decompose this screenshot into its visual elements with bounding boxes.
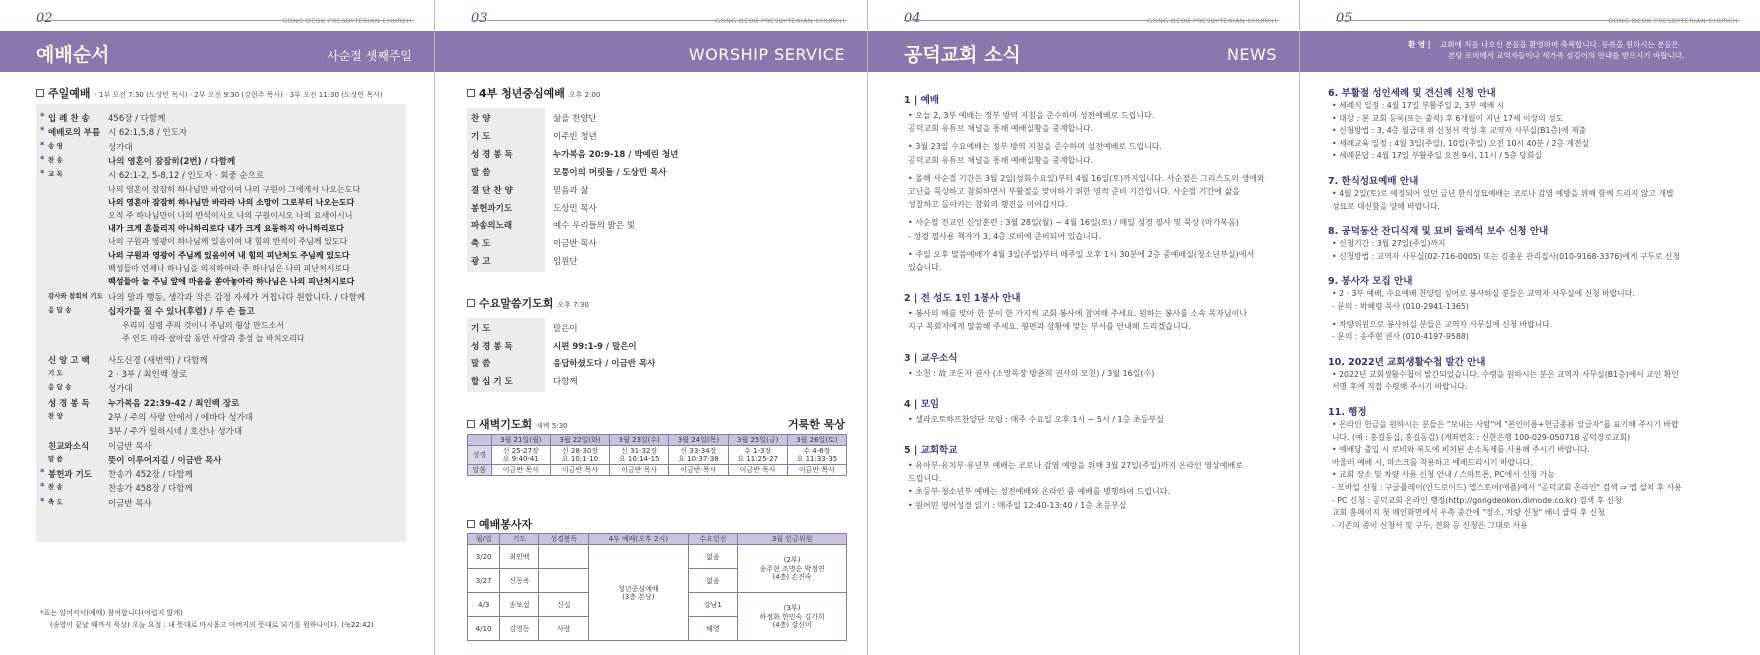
table-header-corner	[468, 435, 492, 446]
order-label: 성 경 봉 독	[471, 341, 513, 352]
order-value: 456장 / 다함께	[108, 114, 166, 124]
news-line: • 사순절 전교인 신앙훈련 : 3월 28일(월) ~ 4월 16일(토) / 매일 성경 필사 및 묵상 (마가복음)	[908, 218, 1239, 228]
table-cell: 최인백	[500, 545, 539, 569]
page-04	[868, 0, 1300, 655]
table-header: 수요헌신	[688, 534, 738, 545]
order-label: 응 답 송	[48, 306, 72, 315]
news-line: • 유아부·유치부·유년부 예배는 코로나 감염 예방을 위해 3월 27일(주일)까지 온라인 영상예배로	[908, 461, 1243, 470]
reading-line: 나의 구원과 영광이 하나님께 있음이여 내 힘의 반석이 주님께 있도다	[108, 237, 348, 247]
order-label: 기 도	[471, 131, 491, 142]
news-heading: 8. 공덕동산 잔디식재 및 묘비 둘레석 보수 신청 안내	[1328, 226, 1549, 238]
reading-line: 나의 영혼아 잠잠히 하나님만 바라라 나의 소망이 그로부터 나오는도다	[108, 197, 355, 207]
star-marker: *	[40, 482, 45, 493]
order-value: 2 · 3부 / 최인백 장로	[108, 370, 188, 380]
table-header: 3월 21일(월)	[491, 435, 550, 446]
order-label: 예배로의 부름	[48, 128, 101, 139]
response-line: 주 인도 따라 살아갈 동안 사랑과 충성 늘 바치오리다	[122, 333, 305, 343]
news-line: 있습니다.	[908, 263, 942, 272]
order-label: 찬 양	[48, 411, 63, 420]
news-line: • 오늘 2, 3부 예배는 정부 방역 지침을 준수하며 성전예배로 드립니다.	[908, 111, 1155, 120]
cell-line: 송주현 조명순 박정연	[759, 564, 825, 573]
order-value: 시편 99:1-9 / 말은이	[553, 341, 637, 352]
row-label: 말씀	[468, 465, 492, 476]
news-line: • 소천 : 故 조돈자 권사 (소망목장 방춘희 권사의 모친) / 3월 16일(수)	[908, 368, 1155, 378]
page-number: 05	[1336, 11, 1353, 26]
news-line: 공덕교회 유튜브 채널을 통해 예배실황을 중계합니다.	[908, 155, 1094, 165]
welcome-label: 환 영 |	[1408, 40, 1431, 49]
order-label: 축 도	[48, 497, 63, 506]
order-label: 송 영	[48, 141, 63, 150]
header-band	[868, 31, 1299, 72]
section-title: 수요말씀기도회 오후 7:30	[467, 295, 589, 311]
church-name: GONG DEOK PRESBYTERIAN CHURCH	[1608, 17, 1738, 25]
order-value: 응답하셨도다 / 이금반 목사	[553, 359, 656, 369]
news-line: • 초등부·청소년부 예배는 성전예배와 온라인 줌 예배를 병행하여 드립니다.	[908, 487, 1170, 497]
news-heading: 10. 2022년 교회생활수첩 발간 안내	[1328, 356, 1486, 368]
order-label: 봉헌과 기도	[48, 470, 93, 481]
table-cell	[728, 446, 787, 465]
row-label: 성경	[468, 446, 492, 465]
welcome-text: 교회에 처음 나오신 분들을 환영하며 축복합니다. 등록을 원하시는 분들은 본당 로비에서 교역자들이나 새가족 섬김이의 안내를 받으시기 바랍니다.	[1440, 40, 1685, 60]
table-header: 3월 24일(목)	[669, 435, 728, 446]
news-line: 교회 홈페이지 첫 메인화면에서 우측 중간에 "장소, 차량 신청" 배너 클릭 후 신청	[1332, 508, 1605, 518]
cell-line: 수 4-6장	[803, 447, 831, 456]
star-marker: *	[40, 468, 45, 479]
page-number: 04	[904, 11, 921, 26]
cell-line: 요 10:1-10	[561, 455, 599, 464]
table-header: 3월 헌금위원	[738, 534, 847, 545]
table-cell: 4/10	[468, 617, 500, 641]
order-label: 축 도	[471, 239, 491, 250]
order-label: 말 씀	[471, 167, 491, 178]
cell-line: 요 11:33-35	[796, 455, 838, 464]
news-heading: 7. 한식성묘예배 안내	[1328, 176, 1419, 187]
cell-line: 요 9:40-41	[502, 455, 539, 464]
order-value: 성가대	[108, 384, 133, 395]
dawn-table	[467, 434, 847, 476]
table-cell: 이금반 목사	[669, 465, 728, 476]
footnote: *표는 일어서서(예배) 참여합니다(어렵지 않게)	[40, 609, 183, 617]
order-value: 성가대	[108, 142, 133, 153]
dawn-subtitle: 거룩한 묵상	[788, 418, 845, 431]
order-label: 입 례 찬 송	[48, 114, 90, 124]
cell-line: 신 31-32장	[621, 447, 658, 456]
table-cell: 신동옥	[500, 569, 539, 593]
table-header: 3월 26일(토)	[787, 435, 846, 446]
table-cell: 이금반 목사	[787, 465, 846, 476]
order-value: 사도신경 (새번역) / 다함께	[108, 355, 208, 366]
news-line: • 교회 장소 및 차량 사용 신청 안내 / 스마트폰, PC에서 신청 가능	[1332, 470, 1555, 480]
page-05	[1300, 0, 1760, 655]
news-line: 성묘로 대신함을 양해 바랍니다.	[1332, 201, 1440, 211]
cell-line: 요 10:37-38	[678, 455, 719, 464]
cell-line: 청년중심예배	[618, 584, 659, 593]
table-cell	[491, 446, 550, 465]
news-line: • 주일 오후 말씀예배가 4월 3일(주일)부터 매주일 오후 1시 30분에 2층 중예배실(청소년부실)에서	[908, 249, 1255, 259]
star-marker: *	[40, 140, 45, 151]
table-cell	[539, 545, 589, 569]
order-value: 모퉁이의 머릿돌 / 도상민 목사	[553, 167, 667, 178]
reading-line: 나의 구원과 영광이 주님께 있음이여 내 힘의 피난처도 주님께 있도다	[108, 250, 350, 260]
news-line: • 차량위원으로 봉사하실 분들은 교역자 사무실에 신청 바랍니다.	[1332, 319, 1553, 329]
reading-line: 내가 크게 흔들리지 아니하리로다 내가 크게 요동하지 아니하리로다	[108, 224, 344, 234]
news-heading: 11. 행정	[1328, 407, 1367, 418]
cell-line: (2부)	[783, 556, 801, 565]
news-heading: 5 | 교회학교	[904, 445, 958, 456]
table-cell	[589, 545, 689, 641]
news-line: 드립니다.	[908, 474, 942, 484]
order-value: 이금반 목사	[108, 441, 152, 452]
page-title: 공덕교회 소식	[904, 44, 1021, 66]
news-line: 니다. (예 : 홍길동십, 홍길동감) (계좌번호 : 신한은행 100-029-050718 공덕장로교회)	[1332, 432, 1631, 442]
order-value: 말은이	[553, 324, 578, 334]
order-value: 임원단	[553, 257, 578, 268]
order-label: 찬 양	[471, 114, 491, 124]
table-cell	[550, 446, 609, 465]
order-value: 삶을 찬양단	[553, 114, 597, 124]
band-title: NEWS	[1226, 45, 1277, 64]
header-band	[0, 31, 434, 72]
table-cell: 3/27	[468, 569, 500, 593]
news-line: • 세례식 일정 : 4월 17일 부활주일 2, 3부 예배 시	[1332, 101, 1505, 110]
table-cell: 이금반 목사	[610, 465, 669, 476]
response-line: 우리의 심령 주의 것이니 주님의 형상 만드소서	[122, 320, 285, 330]
news-line: • 세례문답 : 4월 17일 부활주일 오전 9시, 11시 / 5층 당회실	[1332, 151, 1542, 161]
order-value: 십자가를 질 수 있나(후렴) / 두 손 들고	[108, 307, 255, 318]
star-marker: *	[40, 126, 45, 137]
news-line: • 3월 23일 수요예배는 정부 방역 지침을 준수하며 성전예배로 드립니다.	[908, 142, 1163, 152]
order-label: 기 도	[471, 324, 491, 334]
page-title: 예배순서	[36, 44, 110, 66]
table-header: 3월 23일(수)	[610, 435, 669, 446]
news-line: • 원어민 영어성경 읽기 : 매주일 12:40-13:40 / 1층 초등부실	[908, 500, 1127, 510]
cell-line: (3부)	[783, 604, 801, 613]
news-line: 서명 후에 직접 수령해 주시기 바랍니다.	[1332, 382, 1468, 392]
table-cell: 해영	[688, 617, 738, 641]
band-title: WORSHIP SERVICE	[688, 45, 845, 64]
news-heading: 9. 봉사자 모집 안내	[1328, 276, 1413, 288]
order-label: 신 앙 고 백	[48, 355, 90, 366]
order-label: 응 답 송	[48, 383, 72, 392]
cell-line: 신 33-34장	[680, 447, 717, 456]
news-line: • 예배당 출입 시 로비와 복도에 비치된 손소독제를 사용해 주시기 바랍니다.	[1332, 445, 1590, 455]
table-header: 3월 22일(화)	[550, 435, 609, 446]
cell-line: 요 10:14-15	[618, 455, 660, 464]
order-label: 성 경 봉 독	[48, 398, 90, 409]
order-value: 2부 / 주의 사랑 안에서 / 에바다 성가대	[108, 412, 254, 423]
cell-line: (4층) 손진숙	[772, 572, 812, 581]
page-03	[435, 0, 868, 655]
order-value: 이주빈 청년	[553, 131, 597, 142]
table-cell	[669, 446, 728, 465]
order-label: 파송의노래	[471, 221, 513, 232]
page-02	[0, 0, 435, 655]
cell-line: 요 11:25-27	[737, 455, 778, 464]
news-heading: 4 | 모임	[904, 398, 940, 410]
cell-line: 수 1-3장	[744, 447, 772, 456]
table-cell	[539, 569, 589, 593]
table-cell: 이금반 목사	[550, 465, 609, 476]
order-label: 말 씀	[471, 359, 491, 369]
section-title: 주일예배 · 1부 오전 7:30 (도상민 목사) · 2부 오전 9:30 (강현주 목사) · 3부 오전 11:30 (도상민 목사)	[36, 85, 383, 101]
star-marker: *	[40, 169, 45, 180]
table-cell: 김영동	[500, 617, 539, 641]
news-line: 아울러 예배 시, 마스크를 착용하고 예배드리시기 바랍니다.	[1332, 457, 1533, 467]
order-value: 시 62:1,5,8 / 인도자	[108, 128, 188, 139]
page-number: 02	[36, 11, 53, 26]
news-line: - 기존의 종이 신청서 및 구두, 전화 등 신청은 그대로 사용	[1332, 520, 1528, 530]
order-label: 광 고	[471, 257, 491, 268]
order-label: 합 심 기 도	[471, 376, 513, 387]
order-label: 친교와소식	[48, 441, 90, 452]
church-name: GONG DEOK PRESBYTERIAN CHURCH	[282, 17, 412, 25]
order-value: 3부 / 주가 일하시네 / 호산나 성가대	[108, 427, 243, 438]
table-cell	[787, 446, 846, 465]
news-line: • 신청방법 : 3, 4층 월급대 위 신청서 작성 후 교역자 사무실(B1층)에 제출	[1332, 126, 1587, 136]
news-line: - PC 신청 : 공덕교회 온라인 행정(http://gongdeokon.dimode.co.kr) 검색 후 신청	[1332, 495, 1622, 505]
order-label: 결 단 찬 양	[471, 185, 513, 196]
news-line: • 신청방법 : 교역자 사무실(02-716-0005) 또는 김종운 관리집사(010-9168-3376)에게 구두로 신청	[1332, 251, 1680, 261]
reading-line: 나의 영혼이 잠잠히 하나님만 바람이여 나의 구원이 그에게서 나오는도다	[108, 184, 361, 194]
order-value: 이금반 목사	[108, 498, 152, 509]
order-value: 나의 말과 행동, 생각과 작은 감정 자세가 거칩니다 원합니다. / 다함께	[108, 293, 365, 304]
table-cell: 없음	[688, 545, 738, 569]
volunteer-table	[467, 533, 847, 641]
news-line: 지구 목회자에게 말씀해 주세요. 형편과 상황에 맞는 부서를 안내해 드리겠습니다.	[908, 322, 1191, 332]
news-line: • 셀라오토하프찬양단 모임 : 매주 수요일 오후 1시 ~ 5시 / 1층 초등부실	[908, 414, 1164, 424]
news-line: - 문의 : 박혜령 목사 (010-2941-1365)	[1332, 302, 1469, 311]
cell-line: (3층 본당)	[622, 592, 655, 601]
reading-line: 오직 주 하나님만이 나의 반석이시오 나의 구원이시오 나의 요새이시니	[108, 210, 353, 220]
news-heading: 3 | 교우소식	[904, 352, 958, 364]
cell-line: 신 28-30장	[561, 447, 599, 456]
order-label: 성 경 봉 독	[471, 149, 513, 160]
order-label: 기 도	[48, 369, 63, 377]
page-number: 03	[471, 11, 488, 26]
news-heading: 6. 부활절 성인세례 및 견신례 신청 안내	[1328, 88, 1496, 99]
order-value: 예수 우리들의 밝은 빛	[553, 221, 636, 232]
church-name: GONG DEOK PRESBYTERIAN CHURCH	[715, 17, 845, 25]
section-title: 4부 청년중심예배 오후 2:00	[467, 85, 600, 101]
order-label: 말 씀	[48, 454, 63, 463]
order-value: 누가복음 20:9-18 / 박예린 청년	[553, 149, 679, 160]
table-header: 3월 25일(금)	[728, 435, 787, 446]
table-cell: 4/3	[468, 593, 500, 617]
news-heading: 1 | 예배	[904, 95, 940, 106]
section-title: 예배봉사자	[467, 516, 532, 532]
news-line: • 대상 : 본 교회 등록(또는 출석) 후 6개월이 지난 17세 이상의 성도	[1332, 113, 1564, 123]
church-name: GONG DEOK PRESBYTERIAN CHURCH	[1147, 17, 1277, 25]
order-value: 다함께	[553, 376, 578, 387]
table-header: 4부 예배(오후 2시)	[589, 534, 689, 545]
table-cell: 이금반 목사	[728, 465, 787, 476]
star-marker: *	[40, 154, 45, 165]
table-cell	[610, 446, 669, 465]
reading-line: 백성들아 언제나 하나님을 의지하여라 주 하나님은 나의 피난처시로다	[108, 263, 350, 273]
reading-line: 백성들아 늘 주님 앞에 마음을 쏟아놓아라 하나님은 나의 피난처시로다	[108, 276, 355, 286]
table-header: 성경봉독	[539, 534, 589, 545]
order-label: 찬 송	[48, 155, 63, 164]
table-cell: 송보섭	[500, 593, 539, 617]
news-line: • 봉사의 해를 맞아 한 분이 한 가지씩 교회 봉사에 참여해 주세요. 원하는 봉사를 소속 목자님이나	[908, 309, 1248, 319]
table-cell: 없음	[688, 569, 738, 593]
page-subtitle: 사순절 셋째주일	[327, 49, 412, 63]
order-label: 찬 송	[48, 483, 63, 492]
news-line: • 2 · 3부 예배, 수요예배 찬양팀 싱어로 봉사하실 분들은 교역자 사무실에 신청 바랍니다.	[1332, 289, 1635, 299]
cell-line: (4층) 강신미	[772, 620, 812, 629]
news-line: 성찰하고 돌이키는 참회의 행진을 이어갑시다.	[908, 200, 1068, 210]
table-header: 월/일	[468, 534, 500, 545]
order-value: 믿음과 삶	[553, 185, 589, 196]
news-line: 고난을 묵상하고 참회하면서 부활절을 맞이하기 위한 영적 준비 기간입니다. 사순절 기간에 삶을	[908, 187, 1240, 196]
verse-note: (송영이 끝날 때까지 묵상) 오늘 요절 : 내 뜻대로 마시옵고 아버지의 뜻대로 되기를 원하나이다. (눅22:42)	[50, 621, 374, 629]
news-line: • 세례교육 일정 : 4월 3일(주일), 10일(주일) 오전 10시 40분 / 2층 계전실	[1332, 138, 1590, 148]
order-value: 나의 영혼이 잠잠히(2번) / 다함께	[108, 156, 236, 167]
cell-line: 하정화 한민숙 김가희	[759, 612, 825, 621]
section-title: 새벽기도회 새벽 5:30	[467, 416, 568, 432]
news-line: • 2022년 교회생활수첩이 발간되었습니다. 수령을 원하시는 분은 교역자 사무실(B1층)에서 교인 확인	[1332, 369, 1679, 379]
table-cell: 신실	[539, 593, 589, 617]
order-label: 교 독	[48, 170, 63, 179]
news-line: - 모바일 신청 : 구글플레이(안드로이드) 앱스토어(애플)에서 "공덕교회 온라인" 검색 ⇒ 앱 설치 후 사용	[1332, 483, 1682, 492]
order-value: 뜻이 이루어지길 / 이금반 목사	[108, 455, 222, 466]
welcome-band	[1300, 31, 1760, 72]
order-value: 누가복음 22:39-42 / 최인백 장로	[108, 398, 240, 409]
news-line: - 성경 필사용 책자가 3, 4층 로비에 준비되어 있습니다.	[908, 231, 1102, 241]
news-line: • 신청기간 : 3월 27일(주일)까지	[1332, 239, 1446, 249]
order-value: 찬송가 452장 / 다함께	[108, 470, 193, 481]
table-cell: 사랑	[539, 617, 589, 641]
header-band	[435, 31, 867, 72]
order-value: 시 62:1-2, 5-8,12 / 인도자 · 회중 순으로	[108, 171, 265, 182]
star-marker: *	[40, 496, 45, 507]
table-cell: 이금반 목사	[491, 465, 550, 476]
table-cell	[738, 593, 847, 641]
news-line: • 올해 사순절 기간은 3월 2일(성회수요일)부터 4월 16일(토)까지입니다. 사순절은 그리스도의 생애와	[908, 173, 1265, 183]
order-value: 찬송가 458장 / 다함께	[108, 484, 193, 495]
order-label: 감사와 참회의 기도	[48, 292, 103, 301]
order-label: 봉헌과기도	[471, 203, 513, 214]
star-marker: *	[40, 112, 45, 122]
table-cell: 강남1	[688, 593, 738, 617]
order-value: 도상민 목사	[553, 203, 597, 214]
news-line: • 온라인 헌금을 원하시는 분들은 "보내는 사람"에 "본인이름+헌금종류 앞글자"를 표기해 주시기 바랍	[1332, 420, 1679, 429]
news-heading: 2 | 전 성도 1인 1봉사 안내	[904, 293, 1021, 305]
news-line: • 4월 2일(토)로 예정되어 있던 금년 한식성묘예배는 코로나 감염 예방을 위해 함께 드리지 않고 개별	[1332, 189, 1674, 198]
order-value: 이금반 목사	[553, 239, 597, 250]
table-header: 기도	[500, 534, 539, 545]
table-cell	[738, 545, 847, 593]
news-line: - 문의 : 송주현 권사 (010-4197-9588)	[1332, 332, 1469, 342]
table-cell: 3/20	[468, 545, 500, 569]
cell-line: 신 25-27장	[502, 447, 539, 456]
news-line: 공덕교회 유튜브 채널을 통해 예배실황을 중계합니다.	[908, 124, 1094, 134]
